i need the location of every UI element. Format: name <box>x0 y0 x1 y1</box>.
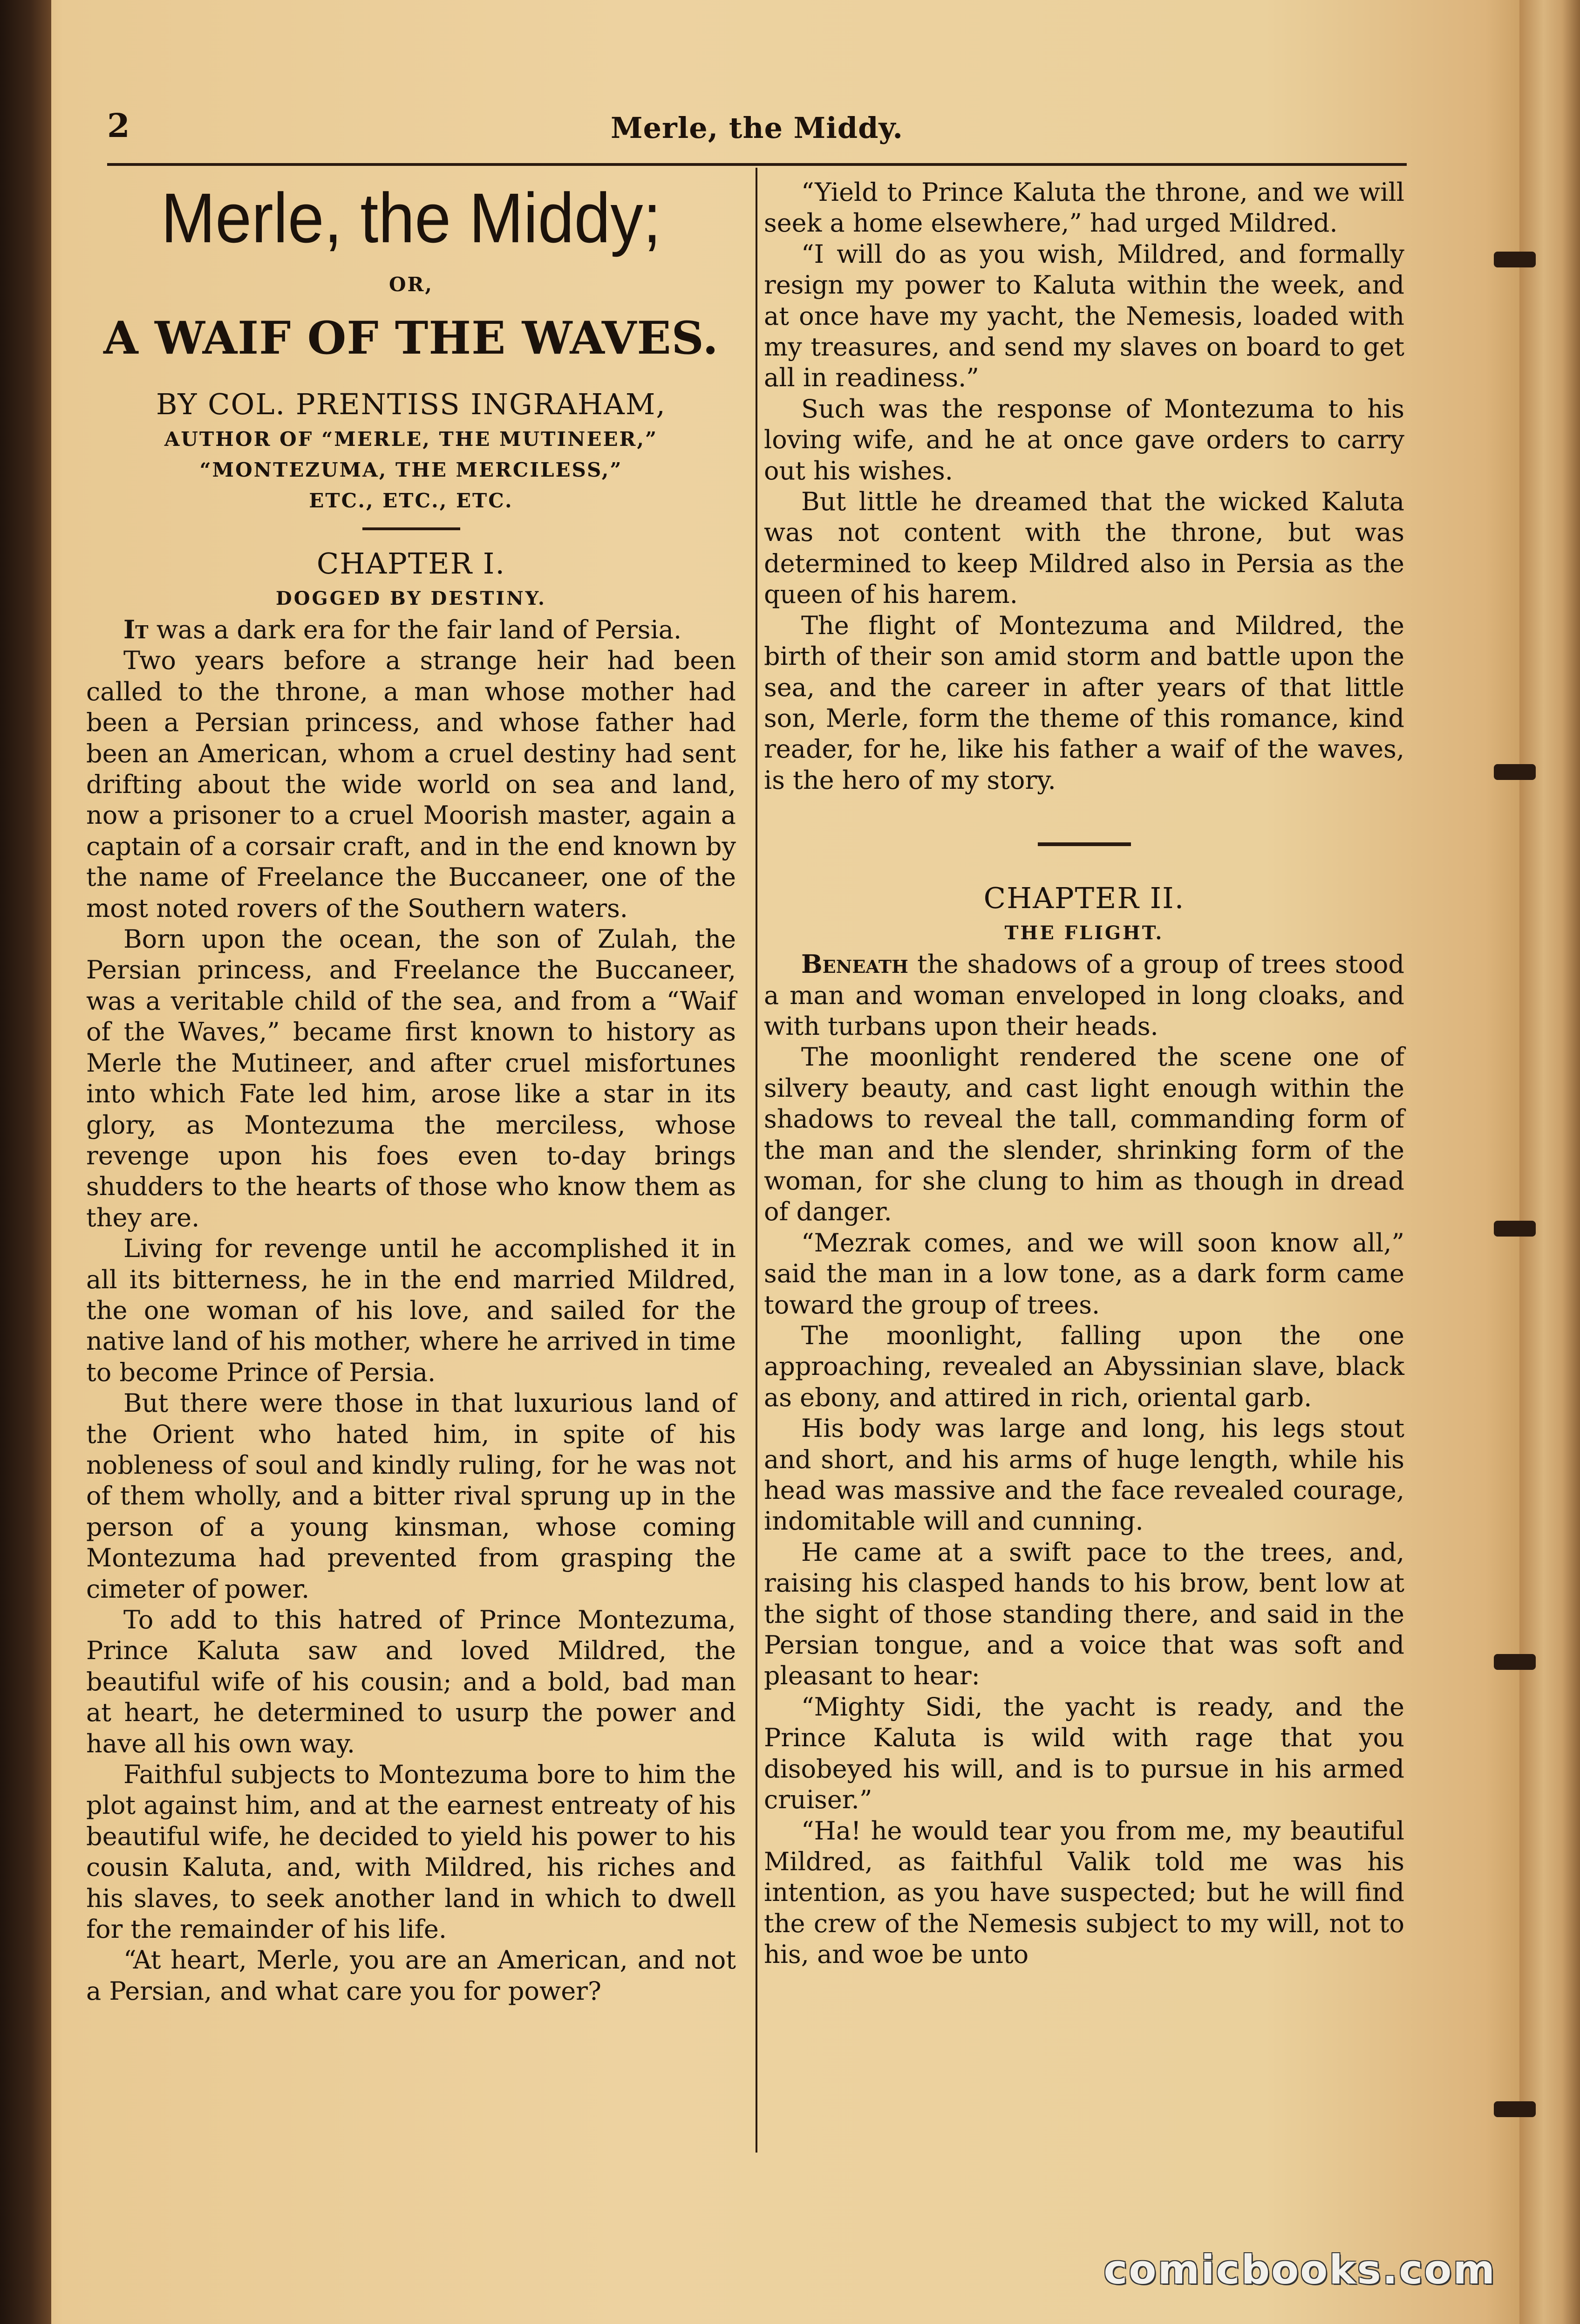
story-subtitle: A WAIF OF THE WAVES. <box>103 312 719 364</box>
chapter-1-heading: CHAPTER I. <box>316 547 506 581</box>
paragraph <box>764 949 1404 1042</box>
chapter-2-heading: CHAPTER II. <box>983 881 1185 916</box>
paragraph: The flight of Montezuma and Mildred, the birth of their son amid storm and battle upon the sea, and the career in after years of that little son, Merle, form the theme of this romance, kind reader, for he, like his father a waif of the waves, is the hero of my story. <box>764 610 1404 795</box>
story-title: Merle, the Middy; <box>161 178 661 258</box>
page-number: 2 <box>107 106 130 145</box>
page-edge <box>1519 0 1580 2324</box>
paragraph: To add to this hatred of Prince Montezuma, Prince Kaluta saw and loved Mildred, the beautiful wife of his cousin; and a bold, bad man at heart, he determined to usurp the power and have all his own way. <box>86 1605 736 1758</box>
paragraph: “Mighty Sidi, the yacht is ready, and the Prince Kaluta is wild with rage that you disobeyed his will, and is to pursue in his armed cruiser.” <box>764 1692 1404 1815</box>
paragraph: Born upon the ocean, the son of Zulah, the Persian princess, and Freelance the Buccaneer, was a veritable child of the sea, and from a “Waif of the Waves,” became first known to history as Merle the Mutineer, and after cruel misfortunes into which Fate led him, arose like a star in its glory, as Montezuma the merciless, whose revenge upon his foes even to-day brings shudders to the hearts of those who know them as they are. <box>86 924 736 1232</box>
binding-stitch <box>1494 252 1536 267</box>
paragraph: His body was large and long, his legs stout and short, and his arms of huge length, while his head was massive and the face revealed courage, indomitable will and cunning. <box>764 1414 1404 1536</box>
paragraph-text: was a dark era for the fair land of Persia. <box>148 615 682 644</box>
paragraph <box>86 614 736 645</box>
paragraph: But there were those in that luxurious land of the Orient who hated him, in spite of his nobleness of soul and kindly ruling, for he was not of them wholly, and a bitter rival sprung up in the person of a young kinsman, whose coming Montezuma had prevented from grasping the cimeter of power. <box>86 1388 736 1604</box>
author-byline: BY COL. PRENTISS INGRAHAM, <box>156 387 667 421</box>
paragraph: “At heart, Merle, you are an American, and not a Persian, and what care you for power? <box>86 1945 736 2006</box>
chapter-rule <box>1038 842 1131 846</box>
author-credits-line: AUTHOR OF “MERLE, THE MUTINEER,” <box>164 428 658 451</box>
page-header <box>107 103 1407 154</box>
title-or: OR, <box>388 273 434 296</box>
paragraph: “Ha! he would tear you from me, my beautiful Mildred, as faithful Valik told me was his intention, as you have suspected; but he will find the crew of the Nemesis subject to my will, not to his, and woe be unto <box>764 1816 1404 1969</box>
binding-stitch <box>1494 2101 1536 2117</box>
paragraph: “Mezrak comes, and we will soon know all,” said the man in a low tone, as a dark form came toward the group of trees. <box>764 1228 1404 1319</box>
chapter-1-subheading: DOGGED BY DESTINY. <box>276 588 546 609</box>
title-rule <box>362 527 460 530</box>
author-credits-line: “MONTEZUMA, THE MERCILESS,” <box>199 458 623 481</box>
paragraph: Living for revenge until he accomplished it in all its bitterness, he in the end married Mildred, the one woman of his love, and sailed for the native land of his mother, where he arrived in time to become Prince of Persia. <box>86 1234 736 1387</box>
paragraph: “Yield to Prince Kaluta the throne, and we will seek a home elsewhere,” had urged Mildred. <box>764 178 1404 238</box>
binding-stitch <box>1494 1221 1536 1237</box>
paragraph-text: the shadows of a group of trees stood a man and woman enveloped in long cloaks, and with turbans upon their heads. <box>764 950 1404 1041</box>
site-watermark: comicbooks.com <box>1103 2247 1496 2293</box>
drop-lead-word: It <box>123 615 149 644</box>
paragraph: Faithful subjects to Montezuma bore to him the plot against him, and at the earnest entreaty of his beautiful wife, he decided to yield his power to his cousin Kaluta, and, with Mildred, his riches and his slaves, to seek another land in which to dwell for the remainder of his life. <box>86 1760 736 1944</box>
paragraph: The moonlight rendered the scene one of silvery beauty, and cast light enough within the shadows to reveal the tall, commanding form of the man and the slender, shrinking form of the woman, for she clung to him as though in dread of danger. <box>764 1042 1404 1227</box>
paragraph: The moonlight, falling upon the one approaching, revealed an Abyssinian slave, black as ebony, and attired in rich, oriental garb. <box>764 1321 1404 1412</box>
binding-stitch <box>1494 1654 1536 1670</box>
paragraph: He came at a swift pace to the trees, and, raising his clasped hands to his brow, bent low at the sight of those standing there, and said in the Persian tongue, and a voice that was soft and pleasant to hear: <box>764 1537 1404 1691</box>
right-column <box>764 177 1404 1970</box>
paragraph: Two years before a strange heir had been called to the throne, a man whose mother had been a Persian princess, and whose father had been an American, whom a cruel destiny had sent drifting about the wide world on sea and land, now a prisoner to a cruel Moorish master, again a captain of a corsair craft, and in the end known by the name of Freelance the Buccaneer, one of the most noted rovers of the Southern waters. <box>86 646 736 923</box>
author-credits-line: ETC., ETC., ETC. <box>309 489 513 512</box>
binding-stitch <box>1494 764 1536 780</box>
chapter-2-subheading: THE FLIGHT. <box>1004 922 1164 944</box>
binding-edge <box>0 0 51 2324</box>
drop-lead-word: Beneath <box>801 949 908 979</box>
column-divider <box>756 168 757 2153</box>
running-title: Merle, the Middy. <box>610 111 904 145</box>
paragraph: Such was the response of Montezuma to his loving wife, and he at once gave orders to carry out his wishes. <box>764 394 1404 485</box>
header-rule <box>107 163 1407 166</box>
left-column <box>86 177 736 2007</box>
paragraph: “I will do as you wish, Mildred, and formally resign my power to Kaluta within the week, and at once have my yacht, the Nemesis, loaded with my treasures, and send my slaves on board to get all in readiness.” <box>764 239 1404 393</box>
paragraph: But little he dreamed that the wicked Kaluta was not content with the throne, but was determined to keep Mildred also in Persia as the queen of his harem. <box>764 487 1404 609</box>
